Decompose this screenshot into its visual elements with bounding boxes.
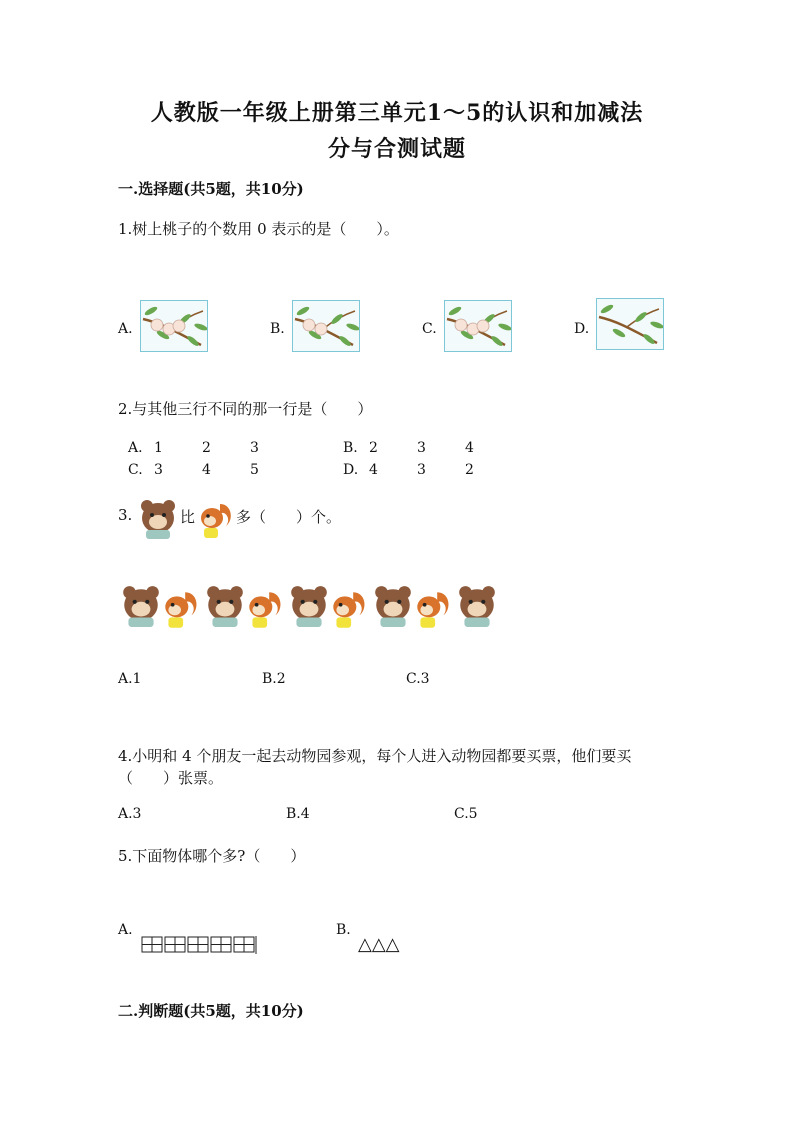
question-3-option: B.2 — [262, 671, 286, 687]
squirrel-icon — [162, 588, 200, 636]
question-5-option-a-label: A. — [118, 922, 133, 938]
bear-icon — [456, 584, 498, 632]
squirrel-icon — [414, 588, 452, 636]
question-2-option-number: 2 — [202, 440, 211, 456]
question-2-option-number: 5 — [250, 462, 259, 478]
question-2-option-label: D. — [343, 462, 359, 478]
peach-branch-image — [292, 300, 360, 352]
bear-icon — [204, 584, 246, 632]
squirrel-icon — [330, 588, 368, 636]
question-4-line-2: （ ）张票。 — [118, 769, 224, 787]
bear-icon — [138, 498, 178, 544]
page-subtitle: 分与合测试题 — [327, 136, 466, 162]
question-1-option-label: C. — [422, 321, 437, 337]
peach-branch-image — [444, 300, 512, 352]
question-3-mid: 比 — [180, 508, 196, 526]
question-2-option-number: 2 — [369, 440, 378, 456]
peach-branch-image — [140, 300, 208, 352]
question-2-option-number: 4 — [202, 462, 211, 478]
bear-icon — [120, 584, 162, 632]
peach-branch-image — [596, 298, 664, 350]
question-1-option-label: D. — [574, 321, 590, 337]
question-1-option-label: A. — [118, 321, 133, 337]
grid-square-icon — [211, 937, 231, 952]
bear-icon — [372, 584, 414, 632]
question-2-option-number: 4 — [369, 462, 378, 478]
question-3-option: C.3 — [406, 671, 430, 687]
question-4-option: C.5 — [454, 806, 478, 822]
question-4-line-1: 4.小明和 4 个朋友一起去动物园参观，每个人进入动物园都要买票，他们要买 — [118, 747, 632, 765]
question-2-option-number: 3 — [417, 440, 426, 456]
question-2-option-label: C. — [128, 462, 143, 478]
question-2-option-label: B. — [343, 440, 358, 456]
grid-square-icon — [165, 937, 185, 952]
question-4-option: B.4 — [286, 806, 310, 822]
question-1-text: 1.树上桃子的个数用 0 表示的是（ ）。 — [118, 220, 399, 238]
question-2-text: 2.与其他三行不同的那一行是（ ） — [118, 400, 373, 418]
triangles-row: △△△ — [358, 934, 400, 955]
question-5-text: 5.下面物体哪个多?（ ） — [118, 847, 306, 865]
question-4-option: A.3 — [118, 806, 142, 822]
bear-icon — [288, 584, 330, 632]
squirrel-icon — [198, 500, 234, 546]
question-5-option-b-label: B. — [336, 922, 351, 938]
question-3-option: A.1 — [118, 671, 142, 687]
question-1-option-label: B. — [270, 321, 285, 337]
squirrel-icon — [246, 588, 284, 636]
question-2-option-number: 3 — [154, 462, 163, 478]
grid-square-icon — [234, 937, 254, 952]
grid-square-icon — [188, 937, 208, 952]
question-2-option-number: 1 — [154, 440, 163, 456]
squares-row — [140, 935, 260, 959]
question-2-option-number: 4 — [465, 440, 474, 456]
section-1-heading: 一.选择题(共5题，共10分) — [118, 180, 304, 198]
question-2-option-number: 2 — [465, 462, 474, 478]
question-3-tail: 多（ ）个。 — [236, 508, 342, 526]
section-2-heading: 二.判断题(共5题，共10分) — [118, 1002, 304, 1020]
question-3-number: 3. — [118, 506, 133, 524]
question-2-option-number: 3 — [250, 440, 259, 456]
grid-square-icon — [142, 937, 162, 952]
question-2-option-label: A. — [128, 440, 143, 456]
page-title: 人教版一年级上册第三单元1～5的认识和加减法 — [150, 100, 644, 126]
question-2-option-number: 3 — [417, 462, 426, 478]
